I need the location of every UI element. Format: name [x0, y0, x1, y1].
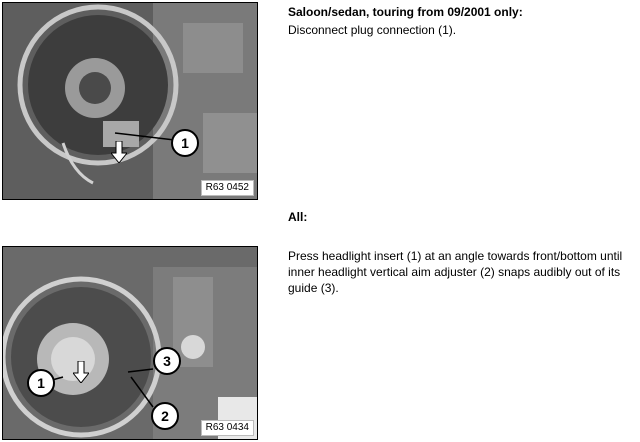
step2-callout-1: 1 [27, 369, 55, 397]
step2-heading: All: [288, 210, 308, 224]
step2-callout-3: 3 [153, 347, 181, 375]
step1-callout-1: 1 [171, 129, 199, 157]
step2-photo-reference: R63 0434 [201, 420, 254, 436]
step1-photo-reference: R63 0452 [201, 180, 254, 196]
step1-photo-illustration [3, 3, 257, 199]
step2-instruction: Press headlight insert (1) at an angle towards front/bottom until inner headlight vertical aim adjuster (2) snaps audibly out of its guide (3). [288, 249, 623, 295]
step2-photo-illustration [3, 247, 257, 439]
step1-photo [2, 2, 258, 200]
step1-down-arrow-icon [111, 141, 127, 163]
step2-photo [2, 246, 258, 440]
step1-heading: Saloon/sedan, touring from 09/2001 only: [288, 5, 523, 19]
step1-instruction: Disconnect plug connection (1). [288, 23, 457, 37]
step2-down-arrow-icon [73, 361, 89, 383]
step2-callout-2: 2 [151, 402, 179, 430]
